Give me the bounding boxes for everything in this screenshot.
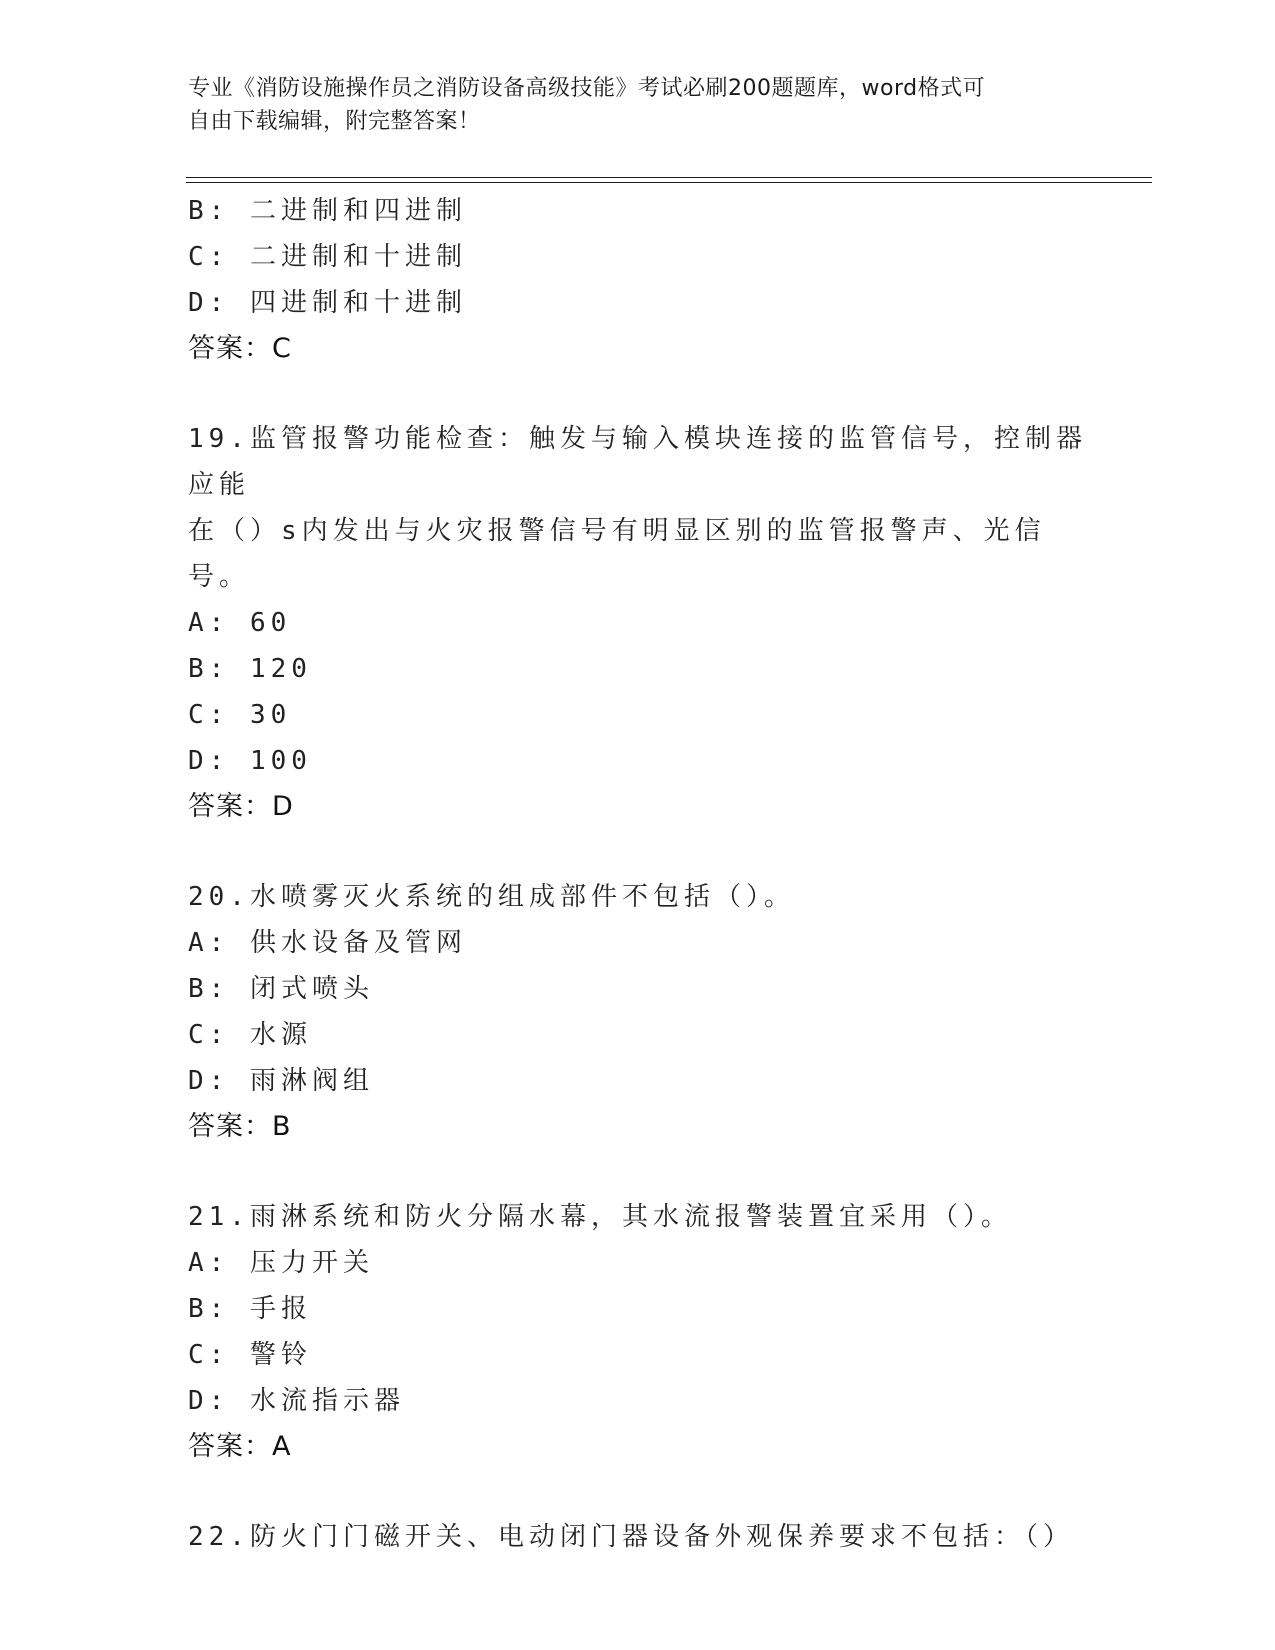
option-d: D: 雨淋阀组 — [188, 1066, 374, 1096]
document-header — [188, 72, 1088, 138]
header-divider — [186, 177, 1152, 178]
option-b: B: 手报 — [188, 1294, 312, 1324]
option-a: A: 供水设备及管网 — [188, 928, 467, 958]
answer-label: 答案：A — [188, 1431, 292, 1462]
question-19-block — [188, 416, 1088, 830]
question-text: 21.雨淋系统和防火分隔水幕，其水流报警装置宜采用（）。 — [188, 1202, 1012, 1232]
spacer — [188, 830, 1088, 874]
answer-label: 答案：C — [188, 333, 292, 364]
option-b: B: 二进制和四进制 — [188, 196, 467, 226]
option-c: C: 二进制和十进制 — [188, 242, 467, 272]
option-c: C: 警铃 — [188, 1340, 312, 1370]
header-divider-secondary — [186, 182, 1152, 183]
spacer — [188, 372, 1088, 416]
question-text-continued: 在（）s内发出与火灾报警信号有明显区别的监管报警声、光信号。 — [188, 516, 1046, 592]
question-text: 22.防火门门磁开关、电动闭门器设备外观保养要求不包括：（） — [188, 1522, 1074, 1552]
spacer — [188, 1470, 1088, 1514]
answer-label: 答案：B — [188, 1111, 292, 1142]
header-line-2: 自由下载编辑，附完整答案！ — [188, 109, 481, 134]
spacer — [188, 1150, 1088, 1194]
option-d: D: 100 — [188, 746, 312, 776]
option-d: D: 水流指示器 — [188, 1386, 405, 1416]
option-c: C: 水源 — [188, 1020, 312, 1050]
question-18-block — [188, 188, 1088, 372]
option-b: B: 闭式喷头 — [188, 974, 374, 1004]
option-d: D: 四进制和十进制 — [188, 288, 467, 318]
header-line-1: 专业《消防设施操作员之消防设备高级技能》考试必刷200题题库，word格式可 — [188, 76, 986, 101]
question-text: 20.水喷雾灭火系统的组成部件不包括（）。 — [188, 882, 795, 912]
option-a: A: 压力开关 — [188, 1248, 374, 1278]
answer-label: 答案：D — [188, 791, 294, 822]
question-22-block — [188, 1514, 1088, 1560]
option-c: C: 30 — [188, 700, 292, 730]
question-list — [188, 188, 1088, 1560]
question-21-block — [188, 1194, 1088, 1470]
option-b: B: 120 — [188, 654, 312, 684]
option-a: A: 60 — [188, 608, 292, 638]
question-text: 19.监管报警功能检查：触发与输入模块连接的监管信号，控制器应能 — [188, 424, 1087, 500]
question-20-block — [188, 874, 1088, 1150]
